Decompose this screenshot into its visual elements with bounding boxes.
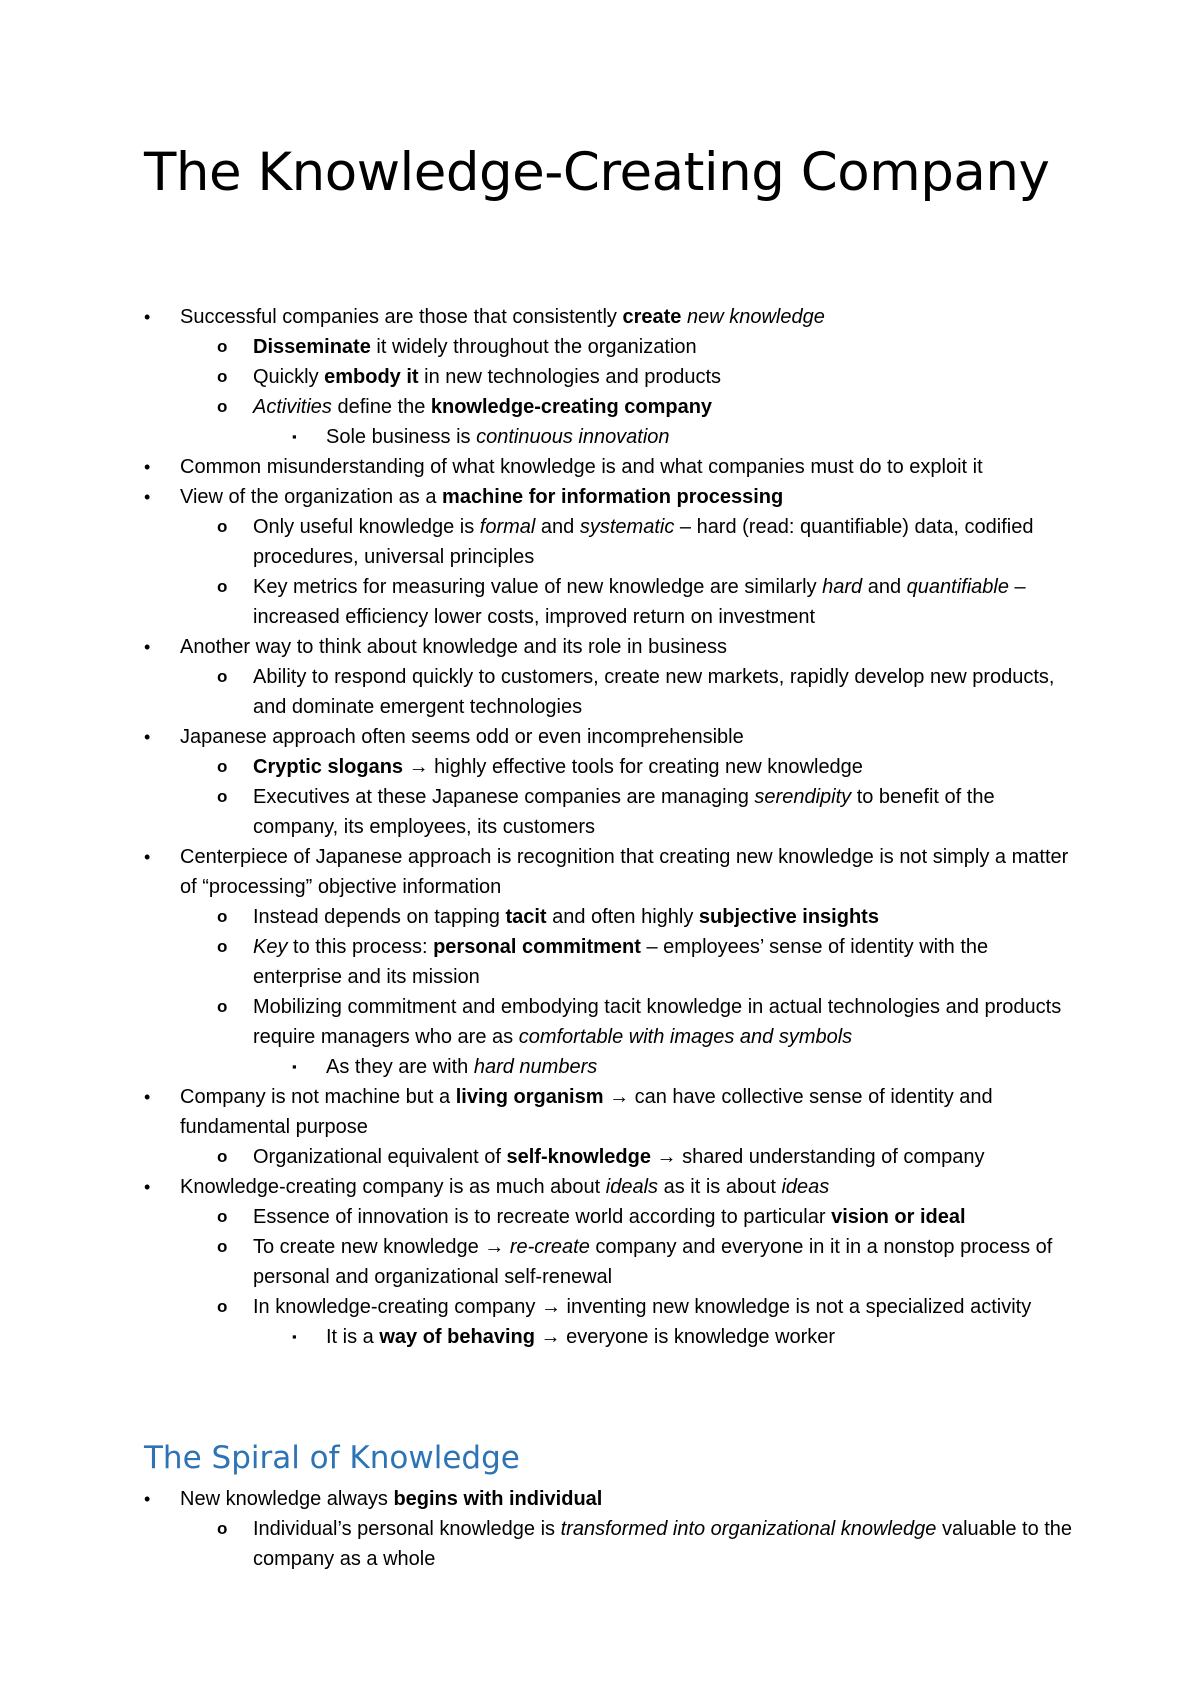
circle-bullet-icon: o <box>217 907 228 926</box>
list-item: ▪ It is a way of behaving → everyone is knowledge worker <box>326 1322 1079 1352</box>
bullet-icon: • <box>144 1087 151 1107</box>
list-item: o Organizational equivalent of self-knowledge → shared understanding of company <box>253 1142 1079 1172</box>
square-bullet-icon: ▪ <box>292 1329 297 1344</box>
list-item: o Quickly embody it in new technologies and products <box>253 362 1079 392</box>
circle-bullet-icon: o <box>217 367 228 386</box>
circle-bullet-icon: o <box>217 1297 228 1316</box>
page-title: The Knowledge-Creating Company <box>144 142 1050 203</box>
circle-bullet-icon: o <box>217 787 228 806</box>
list-item: o Essence of innovation is to recreate world according to particular vision or ideal <box>253 1202 1079 1232</box>
list-item: o Ability to respond quickly to customers, create new markets, rapidly develop new products, and dominate emergent technologies <box>253 662 1079 722</box>
bullet-icon: • <box>144 307 151 327</box>
bullet-icon: • <box>144 457 151 477</box>
list-item: o Key to this process: personal commitment – employees’ sense of identity with the enterprise and its mission <box>253 932 1079 992</box>
bullet-icon: • <box>144 727 151 747</box>
list-item: • New knowledge always begins with individual <box>180 1484 1080 1514</box>
list-item: o To create new knowledge → re-create company and everyone in it in a nonstop process of personal and organizational self-renewal <box>253 1232 1079 1292</box>
list-item: • Centerpiece of Japanese approach is recognition that creating new knowledge is not simply a matter of “processing” objective information <box>180 842 1080 902</box>
main-list <box>0 302 1080 1352</box>
list-item: o In knowledge-creating company → inventing new knowledge is not a specialized activity <box>253 1292 1079 1322</box>
square-bullet-icon: ▪ <box>292 1059 297 1074</box>
circle-bullet-icon: o <box>217 1207 228 1226</box>
bullet-icon: • <box>144 1177 151 1197</box>
square-bullet-icon: ▪ <box>292 429 297 444</box>
bullet-icon: • <box>144 1489 151 1509</box>
circle-bullet-icon: o <box>217 1147 228 1166</box>
list-item: o Only useful knowledge is formal and systematic – hard (read: quantifiable) data, codified procedures, universal principles <box>253 512 1079 572</box>
circle-bullet-icon: o <box>217 997 228 1016</box>
list-item: • Another way to think about knowledge and its role in business <box>180 632 1080 662</box>
list-item: ▪ As they are with hard numbers <box>326 1052 1079 1082</box>
list-item: o Mobilizing commitment and embodying tacit knowledge in actual technologies and products require managers who are as comfortable with images and symbols <box>253 992 1079 1052</box>
list-item: o Executives at these Japanese companies are managing serendipity to benefit of the company, its employees, its customers <box>253 782 1079 842</box>
list-item: o Activities define the knowledge-creating company <box>253 392 1079 422</box>
list-item: • Japanese approach often seems odd or even incomprehensible <box>180 722 1080 752</box>
list-item: • Successful companies are those that consistently create new knowledge <box>180 302 1080 332</box>
list-item: ▪ Sole business is continuous innovation <box>326 422 1079 452</box>
list-item: • Knowledge-creating company is as much about ideals as it is about ideas <box>180 1172 1080 1202</box>
section-heading: The Spiral of Knowledge <box>144 1440 520 1476</box>
list-item: o Disseminate it widely throughout the organization <box>253 332 1079 362</box>
list-item: • View of the organization as a machine for information processing <box>180 482 1080 512</box>
circle-bullet-icon: o <box>217 397 228 416</box>
circle-bullet-icon: o <box>217 1519 228 1538</box>
circle-bullet-icon: o <box>217 667 228 686</box>
circle-bullet-icon: o <box>217 1237 228 1256</box>
list-item: • Company is not machine but a living organism → can have collective sense of identity and fundamental purpose <box>180 1082 1080 1142</box>
bullet-icon: • <box>144 637 151 657</box>
bullet-icon: • <box>144 847 151 867</box>
list-item: o Individual’s personal knowledge is transformed into organizational knowledge valuable to the company as a whole <box>253 1514 1079 1574</box>
circle-bullet-icon: o <box>217 337 228 356</box>
list-item: o Instead depends on tapping tacit and often highly subjective insights <box>253 902 1079 932</box>
list-item: • Common misunderstanding of what knowledge is and what companies must do to exploit it <box>180 452 1080 482</box>
circle-bullet-icon: o <box>217 937 228 956</box>
list-item: o Key metrics for measuring value of new knowledge are similarly hard and quantifiable – increased efficiency lower costs, improved return on investment <box>253 572 1079 632</box>
circle-bullet-icon: o <box>217 517 228 536</box>
circle-bullet-icon: o <box>217 757 228 776</box>
list-item: o Cryptic slogans → highly effective tools for creating new knowledge <box>253 752 1079 782</box>
spiral-list <box>0 1484 1080 1574</box>
circle-bullet-icon: o <box>217 577 228 596</box>
bullet-icon: • <box>144 487 151 507</box>
